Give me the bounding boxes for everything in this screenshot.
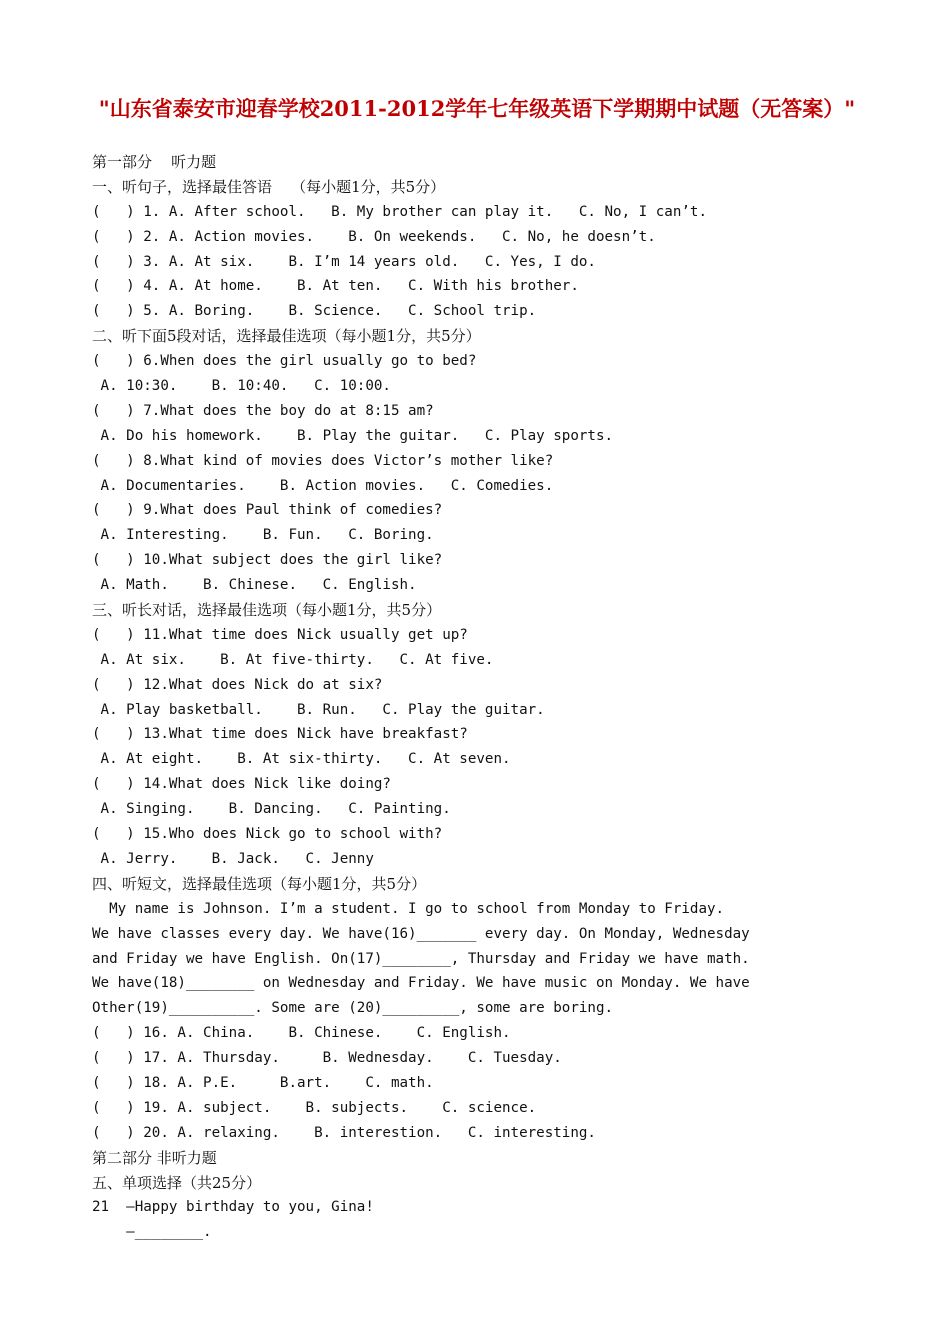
question-line: ( ) 14.What does Nick like doing?: [92, 776, 391, 793]
question-line: ( ) 3. A. At six. B. I’m 14 years old. C. Yes, I do.: [92, 253, 596, 270]
question-line: We have(18)________ on Wednesday and Friday. We have music on Monday. We have: [92, 975, 750, 992]
section-heading: 第二部分 非听力题: [92, 1148, 217, 1167]
question-line: ( ) 11.What time does Nick usually get up?: [92, 626, 468, 643]
question-line: A. At eight. B. At six-thirty. C. At seven.: [92, 751, 511, 768]
question-line: ( ) 16. A. China. B. Chinese. C. English.: [92, 1025, 511, 1042]
question-line: My name is Johnson. I’m a student. I go to school from Monday to Friday.: [92, 900, 725, 917]
question-line: ( ) 8.What kind of movies does Victor’s mother like?: [92, 452, 554, 469]
question-line: ( ) 19. A. subject. B. subjects. C. science.: [92, 1099, 537, 1116]
section-heading: 一、听句子，选择最佳答语 （每小题1分，共5分）: [92, 177, 446, 196]
section-heading: 四、听短文，选择最佳选项（每小题1分，共5分）: [92, 874, 427, 893]
question-line: —________.: [92, 1224, 212, 1241]
document-title: "山东省泰安市迎春学校2011-2012学年七年级英语下学期期中试题（无答案）": [98, 96, 856, 121]
question-line: ( ) 4. A. At home. B. At ten. C. With his brother.: [92, 278, 579, 295]
question-line: ( ) 10.What subject does the girl like?: [92, 552, 443, 569]
question-line: ( ) 13.What time does Nick have breakfast?: [92, 726, 468, 743]
section-heading: 二、听下面5段对话，选择最佳选项（每小题1分，共5分）: [92, 327, 481, 346]
question-line: A. Jerry. B. Jack. C. Jenny: [92, 850, 374, 867]
question-line: ( ) 9.What does Paul think of comedies?: [92, 502, 443, 519]
question-line: ( ) 18. A. P.E. B.art. C. math.: [92, 1074, 434, 1091]
question-line: ( ) 12.What does Nick do at six?: [92, 676, 383, 693]
question-line: 21 —Happy birthday to you, Gina!: [92, 1199, 374, 1216]
question-line: A. Play basketball. B. Run. C. Play the guitar.: [92, 701, 545, 718]
question-line: ( ) 2. A. Action movies. B. On weekends. C. No, he doesn’t.: [92, 228, 656, 245]
question-line: A. Interesting. B. Fun. C. Boring.: [92, 527, 434, 544]
question-line: A. Math. B. Chinese. C. English.: [92, 577, 417, 594]
question-line: Other(19)__________. Some are (20)_________, some are boring.: [92, 1000, 614, 1017]
question-line: ( ) 17. A. Thursday. B. Wednesday. C. Tuesday.: [92, 1050, 562, 1067]
document-body: [92, 150, 882, 1245]
section-heading: 第一部分 听力题: [92, 153, 217, 171]
question-line: ( ) 5. A. Boring. B. Science. C. School trip.: [92, 303, 537, 320]
question-line: A. 10:30. B. 10:40. C. 10:00.: [92, 378, 391, 395]
question-line: A. At six. B. At five-thirty. C. At five.: [92, 651, 494, 668]
question-line: ( ) 7.What does the boy do at 8:15 am?: [92, 402, 434, 419]
question-line: We have classes every day. We have(16)_______ every day. On Monday, Wednesday: [92, 925, 750, 942]
question-line: ( ) 1. A. After school. B. My brother can play it. C. No, I can’t.: [92, 203, 707, 220]
question-line: ( ) 15.Who does Nick go to school with?: [92, 826, 443, 843]
question-line: A. Singing. B. Dancing. C. Painting.: [92, 801, 451, 818]
question-line: A. Documentaries. B. Action movies. C. Comedies.: [92, 477, 554, 494]
question-line: and Friday we have English. On(17)________, Thursday and Friday we have math.: [92, 950, 750, 967]
section-heading: 三、听长对话，选择最佳选项（每小题1分，共5分）: [92, 601, 442, 620]
question-line: ( ) 20. A. relaxing. B. interestion. C. interesting.: [92, 1124, 596, 1141]
question-line: ( ) 6.When does the girl usually go to bed?: [92, 353, 477, 370]
question-line: A. Do his homework. B. Play the guitar. C. Play sports.: [92, 427, 614, 444]
section-heading: 五、单项选择（共25分）: [92, 1173, 262, 1192]
